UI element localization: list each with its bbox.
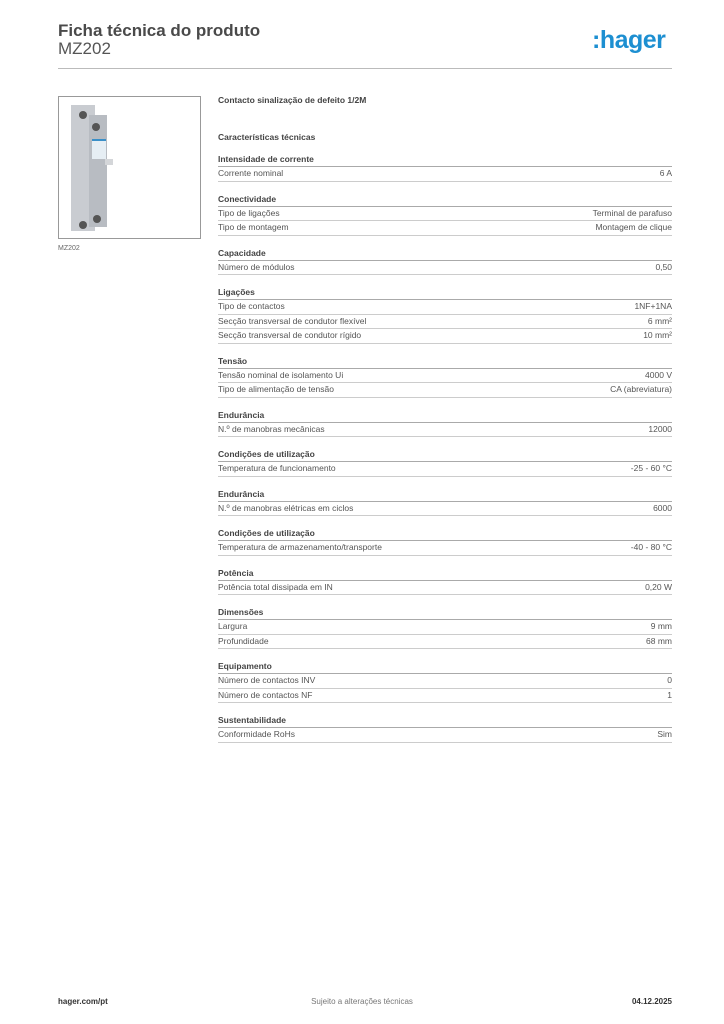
spec-value: 68 mm: [646, 635, 672, 646]
spec-label: Secção transversal de condutor flexível: [218, 315, 367, 326]
spec-row: [218, 167, 672, 182]
spec-value: 0,50: [655, 261, 672, 272]
header-divider: [58, 68, 672, 69]
spec-row: [218, 581, 672, 596]
spec-row: [218, 329, 672, 344]
spec-value: 12000: [648, 423, 672, 434]
section-title: Endurância: [218, 487, 672, 502]
section-title: Ligações: [218, 285, 672, 300]
spec-value: Terminal de parafuso: [592, 207, 672, 218]
section-title: Intensidade de corrente: [218, 152, 672, 167]
spec-row: [218, 620, 672, 635]
spec-label: N.º de manobras elétricas em ciclos: [218, 502, 354, 513]
spec-row: [218, 369, 672, 384]
spec-section: [218, 566, 672, 596]
spec-label: Potência total dissipada em IN: [218, 581, 333, 592]
spec-label: Largura: [218, 621, 248, 631]
section-title: Capacidade: [218, 246, 672, 261]
spec-row: [218, 315, 672, 330]
spec-section: [218, 713, 672, 743]
spec-row: [218, 261, 672, 276]
section-title: Equipamento: [218, 659, 672, 674]
section-title: Condições de utilização: [218, 526, 672, 541]
spec-label: Número de contactos INV: [218, 675, 316, 685]
product-image: [58, 96, 201, 239]
spec-row: [218, 300, 672, 315]
section-title: Potência: [218, 566, 672, 581]
spec-label: Tipo de contactos: [218, 301, 285, 311]
spec-label: N.º de manobras mecânicas: [218, 423, 325, 434]
spec-section: [218, 447, 672, 477]
spec-row: [218, 728, 672, 743]
spec-section: [218, 152, 672, 182]
spec-label: Número de contactos NF: [218, 689, 313, 700]
spec-value: Sim: [657, 729, 672, 739]
spec-row: [218, 674, 672, 689]
spec-value: CA (abreviatura): [610, 384, 672, 394]
hager-logo: :hager: [592, 26, 666, 54]
spec-section: [218, 408, 672, 438]
spec-section: [218, 285, 672, 344]
spec-value: 6 mm²: [647, 315, 672, 326]
image-caption: MZ202: [58, 245, 80, 252]
footer-date: 04.12.2025: [631, 997, 672, 1006]
spec-section: [218, 487, 672, 517]
spec-value: 10 mm²: [643, 330, 672, 340]
spec-row: [218, 502, 672, 517]
spec-value: 6 A: [659, 168, 672, 178]
spec-label: Profundidade: [218, 635, 269, 646]
spec-row: [218, 541, 672, 556]
spec-value: Montagem de clique: [595, 222, 672, 232]
spec-section: [218, 659, 672, 703]
spec-label: Número de módulos: [218, 261, 295, 272]
spec-value: 9 mm: [650, 621, 672, 631]
spec-row: [218, 221, 672, 236]
spec-value: -40 - 80 °C: [630, 542, 672, 552]
section-title: Endurância: [218, 408, 672, 423]
spec-row: [218, 207, 672, 222]
footer-notice: Sujeito a alterações técnicas: [311, 997, 413, 1006]
section-title: Dimensões: [218, 605, 672, 620]
spec-label: Temperatura de funcionamento: [218, 463, 336, 473]
spec-section: [218, 246, 672, 276]
spec-value: -25 - 60 °C: [630, 463, 672, 473]
footer-website[interactable]: hager.com/pt: [58, 997, 108, 1006]
product-name: Contacto sinalização de defeito 1/2M: [218, 95, 367, 105]
section-title: Conectividade: [218, 192, 672, 207]
spec-value: 6000: [653, 502, 672, 513]
spec-value: 1NF+1NA: [634, 301, 672, 311]
spec-row: [218, 462, 672, 477]
page-title: Ficha técnica do produto: [58, 21, 261, 40]
spec-value: 0: [667, 675, 672, 685]
spec-section: [218, 354, 672, 398]
spec-label: Corrente nominal: [218, 168, 284, 178]
spec-value: 1: [667, 689, 672, 700]
spec-label: Temperatura de armazenamento/transporte: [218, 542, 382, 552]
section-title: Sustentabilidade: [218, 713, 672, 728]
spec-value: 4000 V: [645, 369, 672, 380]
spec-section: [218, 192, 672, 236]
characteristics-title: Características técnicas: [218, 132, 316, 142]
spec-sections: [218, 152, 672, 743]
spec-row: [218, 383, 672, 398]
spec-row: [218, 689, 672, 704]
spec-content: [218, 95, 672, 753]
spec-label: Tipo de montagem: [218, 222, 289, 232]
spec-label: Tensão nominal de isolamento Ui: [218, 369, 344, 380]
spec-section: [218, 526, 672, 556]
spec-label: Secção transversal de condutor rígido: [218, 330, 362, 340]
product-code: MZ202: [58, 39, 111, 58]
spec-row: [218, 423, 672, 438]
section-title: Condições de utilização: [218, 447, 672, 462]
spec-row: [218, 635, 672, 650]
section-title: Tensão: [218, 354, 672, 369]
spec-label: Conformidade RoHs: [218, 729, 296, 739]
spec-section: [218, 605, 672, 649]
spec-value: 0,20 W: [645, 581, 672, 592]
spec-label: Tipo de ligações: [218, 207, 280, 218]
spec-label: Tipo de alimentação de tensão: [218, 384, 334, 394]
